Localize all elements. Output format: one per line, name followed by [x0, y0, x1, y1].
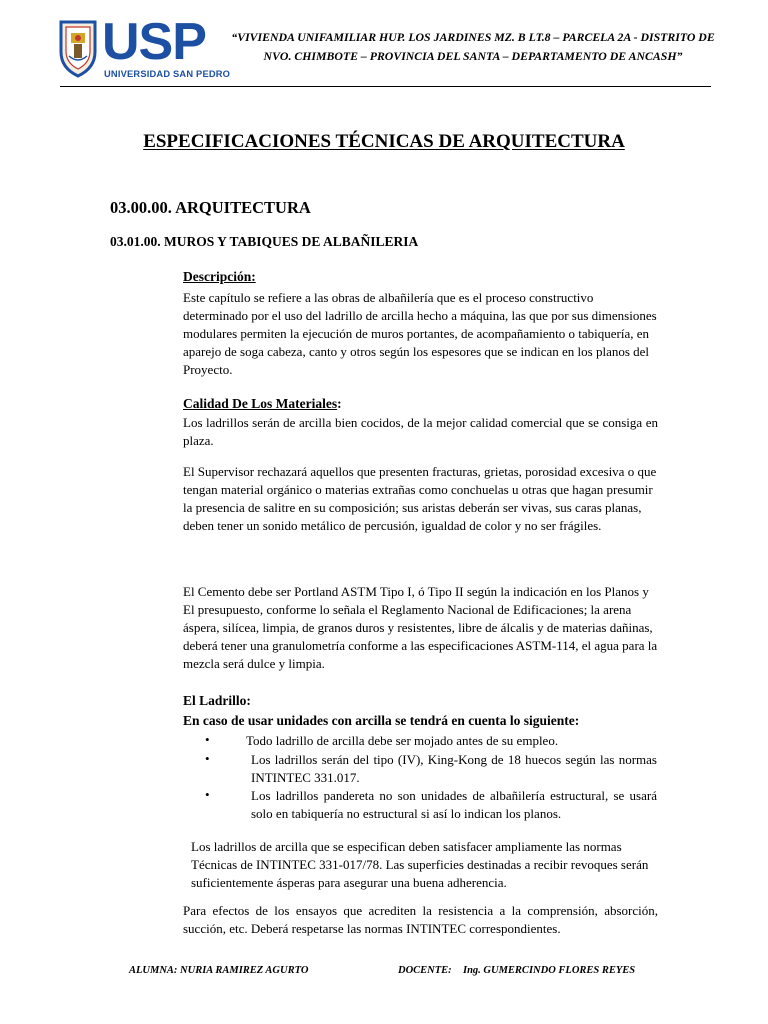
descripcion-paragraph: Este capítulo se refiere a las obras de albañilería que es el proceso constructivo determinado por el uso del ladrillo de arcilla hecho a máquina, las que por sus dimensiones modulares permiten la ejecución de muros portantes, de acompañamiento o tabiquería, en aparejo de soga cabeza, canto y otros según los espesores que se indican en los planos del Proyecto. — [183, 290, 657, 377]
section-heading: 03.00.00. ARQUITECTURA — [110, 198, 311, 217]
ladrillo-heading: El Ladrillo: — [183, 693, 251, 708]
calidad-heading — [183, 395, 342, 413]
ladrillo-paragraph-1: Los ladrillos de arcilla que se especifican deben satisfacer ampliamente las normas Técnicas de INTINTEC 331-017/78. Las superficies destinadas a recibir revoques serán suficientemente ásperas para asegurar una buena adherencia. — [191, 839, 649, 890]
ladrillo-paragraph-2: Para efectos de los ensayos que acrediten la resistencia a la comprensión, absorción, succión, etc. Deberá respetarse las normas INTINTEC correspondientes. — [183, 903, 658, 936]
descripcion-label: Descripción: — [183, 269, 256, 284]
project-title-line-1: “VIVIENDA UNIFAMILIAR HUP. LOS JARDINES MZ. B LT.8 – PARCELA 2A - DISTRITO DE — [231, 30, 715, 44]
calidad-label: Calidad De Los Materiales — [183, 396, 338, 411]
project-title — [228, 28, 718, 66]
bullet-marker: • — [205, 787, 210, 802]
logo-subtitle: UNIVERSIDAD SAN PEDRO — [104, 69, 231, 79]
bullet-item: Los ladrillos serán del tipo (IV), King-Kong de 18 huecos según las normas INTINTEC 331.017. — [251, 752, 657, 785]
calidad-label-colon: : — [337, 396, 342, 411]
university-seal-icon — [58, 18, 98, 78]
bullet-item: Todo ladrillo de arcilla debe ser mojado antes de su empleo. — [246, 733, 559, 748]
footer-teacher-label: DOCENTE: — [398, 965, 452, 976]
calidad-paragraph-1: Los ladrillos serán de arcilla bien cocidos, de la mejor calidad comercial que se consiga en plaza. — [183, 415, 658, 448]
logo-wordmark: USP — [102, 13, 206, 71]
calidad-paragraph-3: El Cemento debe ser Portland ASTM Tipo I, ó Tipo II según la indicación en los Planos y El presupuesto, conforme lo señala el Reglamento Nacional de Edificaciones; la arena áspera, silícea, limpia, de granos duros y resistentes, libre de álcalis y de materias dañinas, deberá tener una granulometría conforme a las especificaciones ASTM-114, el agua para la mezcla será dulce y limpia. — [183, 584, 658, 671]
bullet-item: Los ladrillos pandereta no son unidades de albañilería estructural, se usará solo en tabiquería no estructural si así lo indican los planos. — [251, 788, 657, 821]
header-divider — [60, 86, 711, 87]
university-logo — [58, 13, 231, 80]
document-title: ESPECIFICACIONES TÉCNICAS DE ARQUITECTURA — [143, 131, 625, 152]
subsection-heading: 03.01.00. MUROS Y TABIQUES DE ALBAÑILERIA — [110, 234, 419, 249]
bullet-marker: • — [205, 732, 210, 747]
bullet-marker: • — [205, 751, 210, 766]
calidad-paragraph-2: El Supervisor rechazará aquellos que presenten fracturas, grietas, porosidad excesiva o que tengan material orgánico o materias extrañas como conchuelas u otras que hagan presumir la presencia de salitre en su composición; sus aristas deberán ser vivas, sus caras planas, deben tener un sonido metálico de percusión, igualdad de color y no ser frágiles. — [183, 464, 657, 533]
ladrillo-note: En caso de usar unidades con arcilla se tendrá en cuenta lo siguiente: — [183, 713, 580, 728]
project-title-line-2: NVO. CHIMBOTE – PROVINCIA DEL SANTA – DEPARTAMENTO DE ANCASH” — [263, 49, 683, 63]
footer-student: ALUMNA: NURIA RAMIREZ AGURTO — [129, 965, 309, 976]
footer-teacher-name: Ing. GUMERCINDO FLORES REYES — [463, 965, 636, 976]
